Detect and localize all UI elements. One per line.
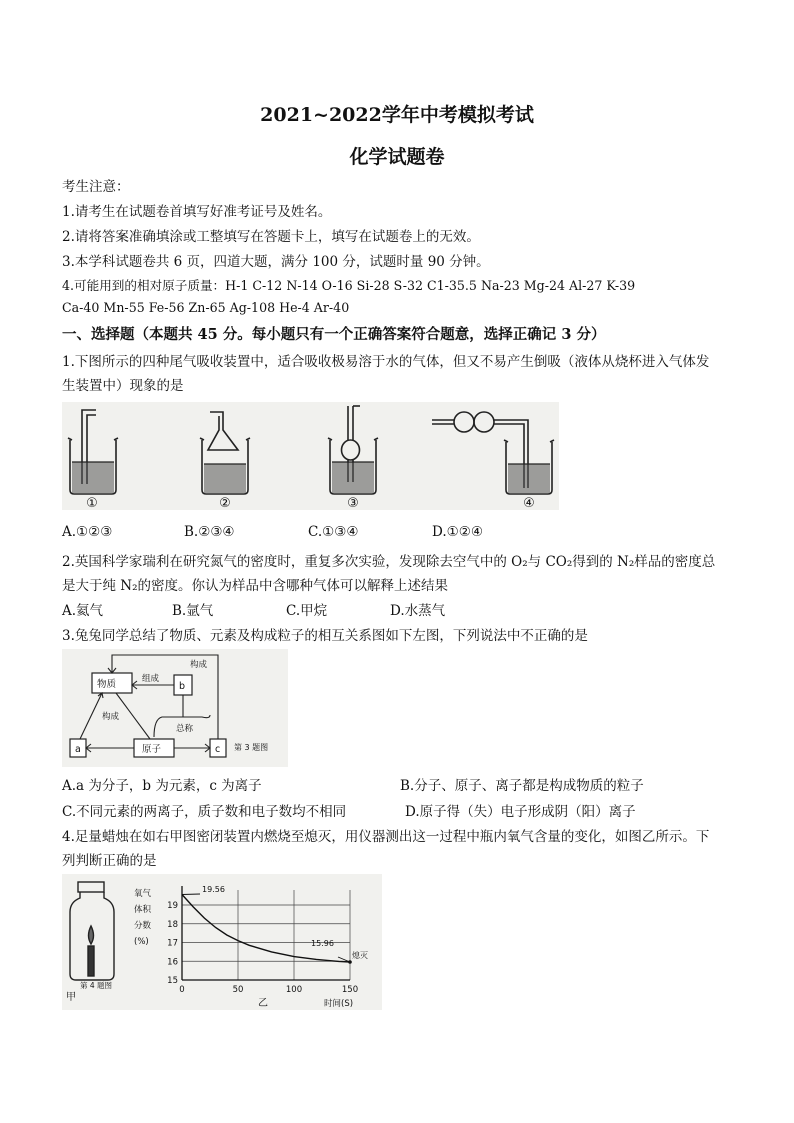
option-a: A.①②③ [62,524,113,540]
question-4-figure [62,874,382,1010]
notice-item: 4.可能用到的相对原子质量：H-1 C-12 N-14 O-16 Si-28 S-32 C1-35.5 Na-23 Mg-24 Al-27 K-39 [62,278,636,293]
node-a: a [75,744,81,755]
y-tick-label: 15 [167,976,178,986]
figure-caption: 第 3 题图 [234,743,269,752]
question-4-stem: 4.足量蜡烛在如右甲图密闭装置内燃烧至熄灭，用仪器测出这一过程中瓶内氧气含量的变化，如图乙所示。下 [62,829,710,845]
ylabel-line: 体积 [134,905,152,915]
option-d: D.原子得（失）电子形成阴（阳）离子 [405,804,636,820]
exam-title: 2021~2022学年中考模拟考试 [260,104,534,126]
question-3-figure [62,649,288,767]
figure-caption: 第 4 题图 [80,981,113,990]
notice-item: Ca-40 Mn-55 Fe-56 Zn-65 Ag-108 He-4 Ar-40 [62,300,350,315]
question-2-stem: 2.英国科学家瑞利在研究氮气的密度时，重复多次实验，发现除去空气中的 O₂与 CO₂得到的 N₂样品的密度总 [62,554,716,570]
edge-label: 组成 [142,674,160,684]
y-tick-label: 16 [167,957,178,968]
x-tick-label: 100 [285,985,303,995]
section-heading: 一、选择题（本题共 45 分。每小题只有一个正确答案符合题意，选择正确记 3 分） [62,326,606,343]
x-axis-label: 时间(S) [324,999,354,1009]
node-c: c [215,744,221,755]
option-b: B.分子、原子、离子都是构成物质的粒子 [400,778,644,794]
option-c: C.①③④ [308,524,359,540]
ylabel-line: (%) [134,937,149,947]
start-pointer [182,894,200,895]
figure-label: ④ [523,496,535,510]
notice-item: 2.请将答案准确填涂或工整填写在答题卡上，填写在试题卷上的无效。 [62,229,480,245]
edge-label: 构成 [102,712,120,722]
figure-label: ① [86,496,98,510]
exam-subtitle: 化学试题卷 [349,146,445,168]
question-3-stem: 3.兔兔同学总结了物质、元素及构成粒子的相互关系图如下左图，下列说法中不正确的是 [62,628,588,644]
figure-label: ③ [347,496,359,510]
question-4-stem: 列判断正确的是 [62,853,157,869]
node-substance: 物质 [97,679,117,690]
oxygen-curve [182,895,350,963]
sealed-jar-icon [70,882,114,980]
option-b: B.②③④ [184,524,235,540]
ylabel-line: 分数 [134,921,152,931]
y-tick-label: 17 [167,938,178,949]
option-a: A.a 为分子，b 为元素，c 为离子 [62,778,262,794]
question-1-stem: 1.下图所示的四种尾气吸收装置中，适合吸收极易溶于水的气体，但又不易产生倒吸（液体从烧杯进入气体发 [62,354,710,370]
option-c: C.甲烷 [286,603,328,619]
question-2-stem: 是大于纯 N₂的密度。你认为样品中含哪种气体可以解释上述结果 [62,578,449,594]
option-c: C.不同元素的两离子，质子数和电子数均不相同 [62,804,347,820]
notice-heading: 考生注意： [62,179,130,195]
end-value-label: 15.96 [311,939,334,948]
edge-label: 构成 [190,660,208,670]
x-tick-label: 50 [232,985,244,995]
option-a: A.氦气 [62,603,104,619]
start-value-label: 19.56 [202,885,225,894]
option-d: D.①②④ [432,524,483,540]
figure-label: ② [219,496,231,510]
option-d: D.水蒸气 [390,603,446,619]
node-atom: 原子 [142,744,162,755]
y-tick-label: 18 [167,919,178,930]
extinguish-label: 熄灭 [352,951,368,960]
y-tick-label: 19 [167,901,178,911]
label-jia: 甲 [66,992,76,1003]
absorption-apparatus-diagram [62,402,559,510]
relationship-diagram [62,649,288,767]
edge-label: 总称 [176,724,194,734]
ylabel-line: 氧气 [134,889,152,899]
notice-item: 3.本学科试题卷共 6 页，四道大题，满分 100 分，试题时量 90 分钟。 [62,254,490,270]
x-tick-label: 0 [179,985,185,995]
x-tick-label: 150 [341,985,359,995]
option-b: B.氩气 [172,603,214,619]
question-1-stem: 生装置中）现象的是 [62,378,184,394]
oxygen-chart [62,874,382,1010]
node-b: b [179,681,186,692]
question-1-figure [62,402,559,510]
notice-item: 1.请考生在试题卷首填写好准考证号及姓名。 [62,204,332,220]
label-yi: 乙 [258,998,268,1009]
